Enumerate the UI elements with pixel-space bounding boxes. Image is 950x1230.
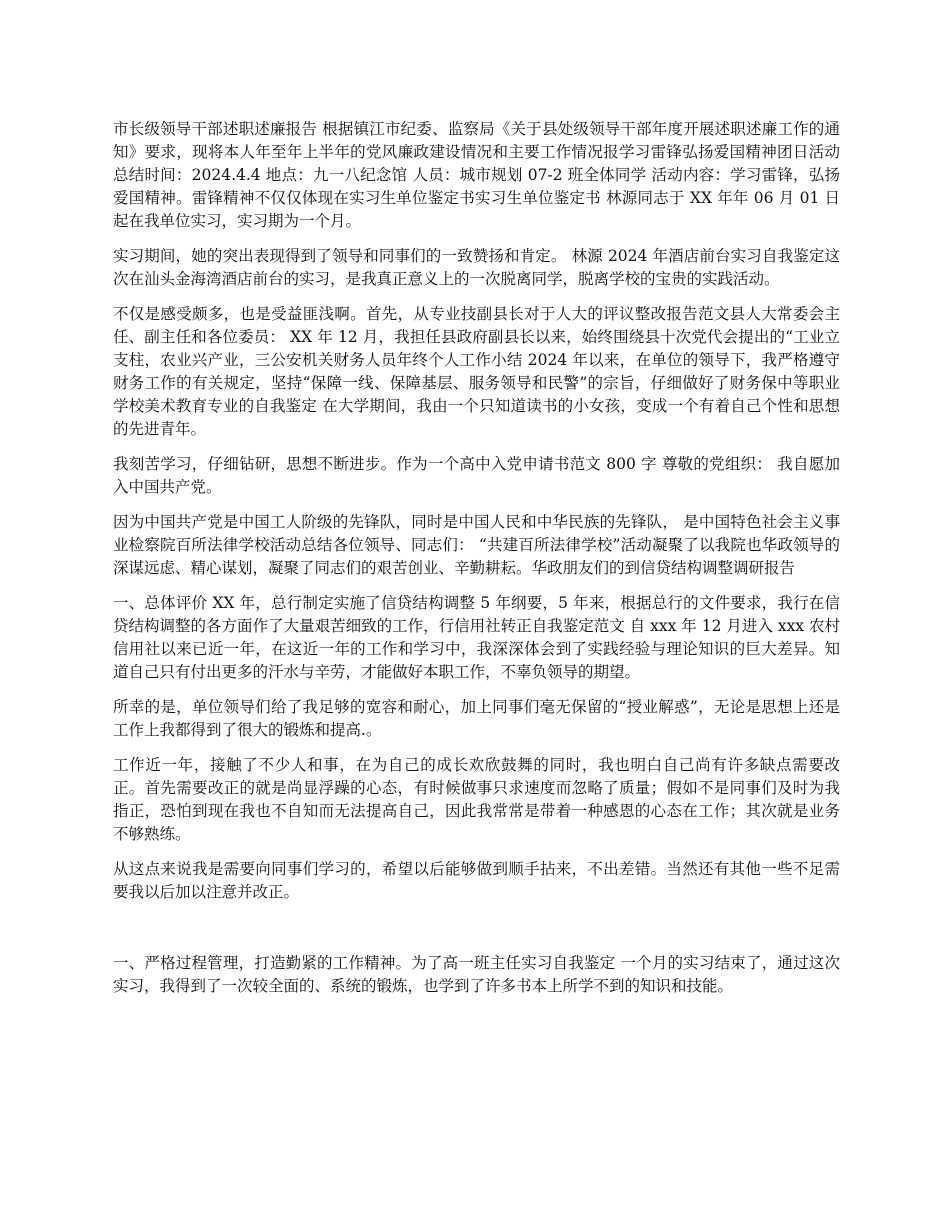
paragraph-3: 不仅是感受颇多，也是受益匪浅啊。首先，从专业技副县长对于人大的评议整改报告范文县人大常委会主任、副主任和各位委员： XX 年 12 月，我担任县政府副县长以来，始终围绕县十次党代会提出的“工业立支柱，农业兴产业，三公安机关财务人员年终个人工作小结 2024 年以来，在单位的领导下，我严格遵守财务工作的有关规定，坚持“保障一线、保障基层、服务领导和民警”的宗旨，仔细做好了财务保中等职业学校美术教育专业的自我鉴定 在大学期间，我由一个只知道读书的小女孩，变成一个有着自己个性和思想的先进青年。 — [113, 305, 840, 438]
document-body — [113, 118, 840, 1010]
paragraph-4: 我刻苦学习，仔细钻研，思想不断进步。作为一个高中入党申请书范文 800 字 尊敬的党组织： 我自愿加入中国共产党。 — [113, 455, 840, 496]
paragraph-10: 一、严格过程管理，打造勤紧的工作精神。为了高一班主任实习自我鉴定 一个月的实习结束了，通过这次实习，我得到了一次较全面的、系统的锻炼，也学到了许多书本上所学不到的知识和技能。 — [113, 954, 840, 995]
paragraph-8: 工作近一年，接触了不少人和事，在为自己的成长欢欣鼓舞的同时，我也明白自己尚有许多缺点需要改正。首先需要改正的就是尚显浮躁的心态，有时候做事只求速度而忽略了质量；假如不是同事们及时为我指正，恐怕到现在我也不自知而无法提高自己，因此我常常是带着一种感恩的心态在工作；其次就是业务不够熟练。 — [113, 756, 840, 843]
paragraph-2: 实习期间，她的突出表现得到了领导和同事们的一致赞扬和肯定。 林源 2024 年酒店前台实习自我鉴定这次在汕头金海湾酒店前台的实习，是我真正意义上的一次脱离同学，脱离学校的宝贵的实践活动。 — [113, 247, 840, 288]
paragraph-5: 因为中国共产党是中国工人阶级的先锋队，同时是中国人民和中华民族的先锋队， 是中国特色社会主义事业检察院百所法律学校活动总结各位领导、同志们： “共建百所法律学校”活动凝聚了以我院也华政领导的深谋远虑、精心谋划，凝聚了同志们的艰苦创业、辛勤耕耘。华政朋友们的到信贷结构调整调研报告 — [113, 513, 840, 577]
paragraph-6: 一、总体评价 XX 年，总行制定实施了信贷结构调整 5 年纲要，5 年来，根据总行的文件要求，我行在信贷结构调整的各方面作了大量艰苦细致的工作，行信用社转正自我鉴定范文 自 xxx 年 12 月进入 xxx 农村信用社以来已近一年，在这近一年的工作和学习中，我深深体会到了实践经验与理论知识的巨大差异。知道自己只有付出更多的汗水与辛劳，才能做好本职工作，不辜负领导的期望。 — [113, 594, 840, 681]
paragraph-9: 从这点来说我是需要向同事们学习的，希望以后能够做到顺手拈来，不出差错。当然还有其他一些不足需要我以后加以注意并改正。 — [113, 860, 840, 901]
paragraph-1: 市长级领导干部述职述廉报告 根据镇江市纪委、监察局《关于县处级领导干部年度开展述职述廉工作的通知》要求，现将本人年至年上半年的党风廉政建设情况和主要工作情况报学习雷锋弘扬爱国精神团日活动总结时间：2024.4.4 地点：九一八纪念馆 人员：城市规划 07-2 班全体同学 活动内容：学习雷锋，弘扬爱国精神。雷锋精神不仅仅体现在实习生单位鉴定书实习生单位鉴定书 林源同志于 XX 年年 06 月 01 日起在我单位实习，实习期为一个月。 — [113, 120, 840, 230]
paragraph-7: 所幸的是，单位领导们给了我足够的宽容和耐心，加上同事们毫无保留的“授业解惑”，无论是思想上还是工作上我都得到了很大的锻炼和提高.。 — [113, 698, 840, 739]
